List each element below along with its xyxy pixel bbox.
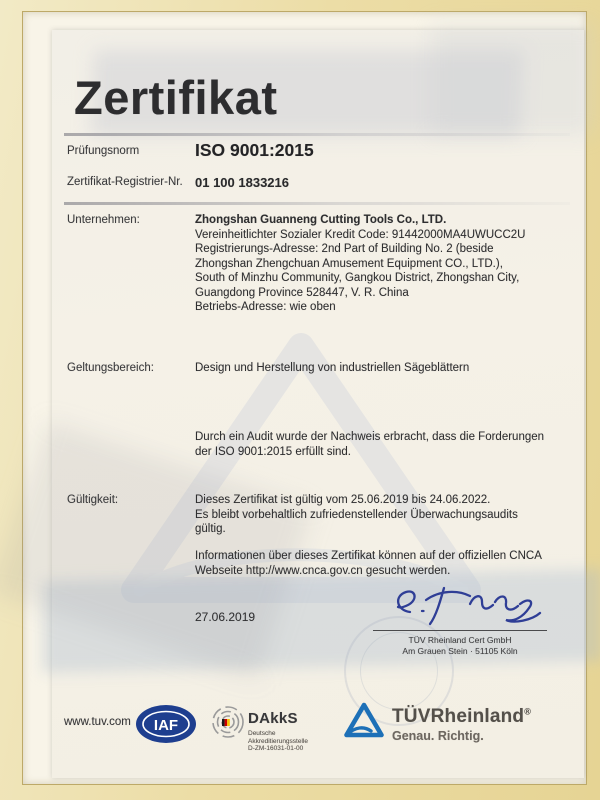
info-note: Informationen über dieses Zertifikat können auf der offiziellen CNCA Webseite http://www.cnca.gov.cn gesucht werden. (195, 550, 542, 577)
validity-period: Dieses Zertifikat ist gültig vom 25.06.2019 bis 24.06.2022. (195, 494, 491, 506)
gueltigkeit-label: Gültigkeit: (67, 494, 119, 506)
company-credit-code: Vereinheitlichter Sozialer Kredit Code: 91442000MA4UWUCC2U (195, 228, 526, 241)
pruefungsnorm-label: Prüfungsnorm (67, 145, 140, 157)
footer-logos-row (52, 698, 584, 754)
geltungsbereich-label: Geltungsbereich: (67, 362, 154, 374)
signer-address: Am Grauen Stein · 51105 Köln (402, 645, 518, 656)
dakks-subtext-line: Deutsche (248, 730, 276, 737)
certificate-title: Zertifikat (74, 71, 278, 124)
iaf-logo-icon (134, 702, 198, 746)
certificate-paper (52, 30, 584, 778)
gueltigkeit-value (195, 493, 547, 537)
tuv-wordmark-block (392, 706, 531, 743)
issue-date: 27.06.2019 (195, 610, 256, 624)
betriebs-adresse-line: Betriebs-Adresse: wie oben (195, 301, 336, 313)
svg-text:IAF: IAF (153, 717, 179, 734)
company-address-line: Zhongshan Zhengchuan Amusement Equipment CO., LTD.), (195, 257, 503, 270)
company-address-line: Guangdong Province 528447, V. R. China (195, 286, 409, 299)
geltungsbereich-value: Design und Herstellung von industriellen Sägeblättern (195, 362, 470, 374)
tuv-wordmark (392, 706, 531, 728)
glass-reflection (432, 24, 592, 134)
tuv-wordmark-text: TÜVRheinland (392, 706, 525, 727)
signer-org: TÜV Rheinland Cert GmbH (408, 635, 512, 645)
tuv-tagline: Genau. Richtig. (392, 729, 484, 743)
signer-block (373, 635, 547, 656)
dakks-subtext-line: D-ZM-16031-01-00 (248, 745, 304, 752)
pruefungsnorm-value: ISO 9001:2015 (195, 140, 314, 160)
audit-note: Durch ein Audit wurde der Nachweis erbracht, dass die Forderungen der ISO 9001:2015 erfüllt sind. (195, 431, 545, 458)
tuv-website: www.tuv.com (64, 716, 131, 728)
signature-line (373, 630, 547, 631)
dakks-arcs-icon (210, 704, 246, 746)
registered-mark: ® (524, 706, 532, 717)
unternehmen-label: Unternehmen: (67, 214, 140, 226)
company-address-line: South of Minzhu Community, Gangkou District, Zhongshan City, (195, 272, 520, 284)
unternehmen-value (195, 213, 547, 315)
company-name: Zhongshan Guanneng Cutting Tools Co., LTD. (195, 214, 447, 226)
registrier-nr-label: Zertifikat-Registrier-Nr. (67, 176, 183, 188)
registrier-nr-value: 01 100 1833216 (195, 175, 289, 190)
tuv-triangle-icon (342, 700, 386, 742)
dakks-subtext-line: Akkreditierungsstelle (248, 737, 308, 745)
section-divider (64, 202, 570, 205)
company-address-line: Registrierungs-Adresse: 2nd Part of Building No. 2 (beside (195, 243, 494, 255)
dakks-subtext (248, 730, 308, 753)
validity-condition: Es bleibt vorbehaltlich zufriedenstellender Überwachungsaudits gültig. (195, 508, 518, 535)
signature-ink (382, 578, 552, 634)
dakks-wordmark: DAkkS (248, 710, 298, 727)
section-divider (64, 133, 570, 136)
